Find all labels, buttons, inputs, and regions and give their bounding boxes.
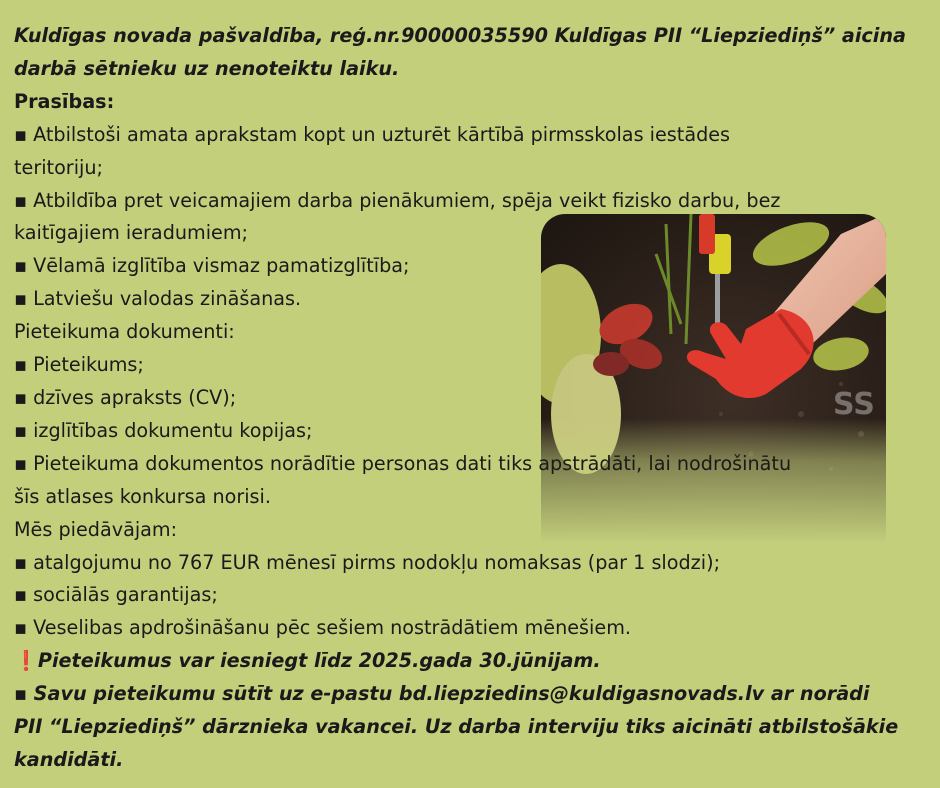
deadline-text: Pieteikumus var iesniegt līdz 2025.gada 30.jūnijam. bbox=[37, 649, 601, 673]
offer-item: ▪ Veselibas apdrošināšanu pēc sešiem nostrādātiem mēnešiem. bbox=[14, 616, 631, 640]
requirements-title: Prasības: bbox=[14, 89, 115, 113]
offer-item: ▪ sociālās garantijas; bbox=[14, 583, 218, 607]
requirement-item: ▪ Vēlamā izglītība vismaz pamatizglītība; bbox=[14, 254, 410, 278]
offer-item: ▪ atalgojumu no 767 EUR mēnesī pirms nodokļu nomaksas (par 1 slodzi); bbox=[14, 550, 721, 574]
requirement-item-cont: teritoriju; bbox=[14, 155, 103, 179]
submission-line-1: ▪ Savu pieteikumu sūtīt uz e-pastu bd.liepziedins@kuldigasnovads.lv ar norādi bbox=[14, 682, 870, 706]
data-processing-note-cont: šīs atlases konkursa norisi. bbox=[14, 484, 271, 508]
documents-title: Pieteikuma dokumenti: bbox=[14, 320, 235, 344]
requirement-item-cont: kaitīgajiem ieradumiem; bbox=[14, 221, 249, 245]
heading-line-2: darbā sētnieku uz nenoteiktu laiku. bbox=[14, 56, 400, 80]
requirement-item: ▪ Atbilstoši amata aprakstam kopt un uzturēt kārtībā pirmsskolas iestādes bbox=[14, 122, 731, 146]
heading-line-1: Kuldīgas novada pašvaldība, reģ.nr.90000035590 Kuldīgas PII “Liepziediņš” aicina bbox=[14, 24, 906, 47]
submission-line-2: PII “Liepziediņš” dārznieka vakancei. Uz darba interviju tiks aicināti atbilstošākie bbox=[14, 715, 899, 739]
document-item: ▪ izglītības dokumentu kopijas; bbox=[14, 418, 313, 442]
offer-title: Mēs piedāvājam: bbox=[14, 517, 178, 541]
requirement-item: ▪ Atbildība pret veicamajiem darba pienākumiem, spēja veikt fizisko darbu, bez bbox=[14, 188, 781, 212]
requirement-item: ▪ Latviešu valodas zināšanas. bbox=[14, 287, 302, 311]
document-item: ▪ Pieteikums; bbox=[14, 353, 144, 377]
data-processing-note: ▪ Pieteikuma dokumentos norādītie personas dati tiks apstrādāti, lai nodrošinātu bbox=[14, 451, 792, 475]
announcement-text bbox=[14, 20, 932, 777]
exclamation-icon: ❗ bbox=[14, 649, 38, 673]
deadline-line bbox=[14, 645, 932, 678]
document-item: ▪ dzīves apraksts (CV); bbox=[14, 385, 237, 409]
submission-line-3: kandidāti. bbox=[14, 747, 124, 771]
